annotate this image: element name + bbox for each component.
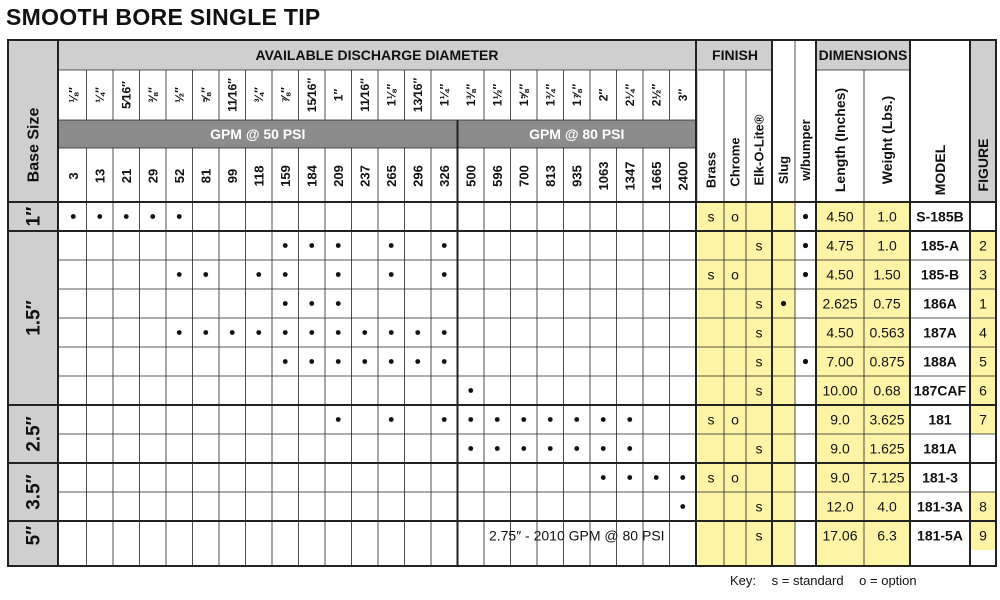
- diameter-label: ¼″: [92, 87, 107, 103]
- length-value: 9.0: [830, 440, 850, 457]
- availability-dot: [548, 417, 553, 422]
- length-value: 9.0: [830, 469, 850, 486]
- model-value: 185-B: [920, 266, 960, 283]
- diameter-label: 1½″: [490, 83, 505, 107]
- chrome-value: o: [731, 411, 739, 428]
- diameter-label: ⅞″: [278, 87, 293, 103]
- availability-dot: [627, 475, 632, 480]
- dimensions-header: DIMENSIONS: [818, 47, 908, 63]
- key-option: o = option: [859, 573, 917, 588]
- figure-value: 7: [979, 411, 987, 428]
- elk-o-lite-value: s: [755, 527, 763, 544]
- gpm-value: 813: [542, 165, 558, 187]
- bumper-dot: [803, 243, 808, 248]
- availability-dot: [97, 214, 102, 219]
- length-value: 4.75: [826, 237, 854, 254]
- model-value: 181-5A: [917, 527, 963, 544]
- base-size-label: 1″: [23, 206, 45, 227]
- elk-o-lite-value: s: [755, 324, 763, 341]
- model-value: 187A: [923, 324, 957, 341]
- gpm-value: 326: [436, 165, 452, 187]
- weight-value: 4.0: [877, 498, 897, 515]
- availability-dot: [680, 504, 685, 509]
- page-title: SMOOTH BORE SINGLE TIP: [6, 4, 321, 30]
- availability-dot: [495, 417, 500, 422]
- figure-value: 2: [979, 237, 987, 254]
- availability-dot: [230, 330, 235, 335]
- elk-o-lite-value: s: [755, 295, 763, 312]
- bumper-dot: [803, 272, 808, 277]
- length-value: 9.0: [830, 411, 850, 428]
- diameter-label: 1″: [331, 88, 346, 102]
- availability-dot: [495, 446, 500, 451]
- diameter-label: 5⁄16″: [119, 81, 134, 109]
- base-size-background: [8, 202, 58, 566]
- length-value: 2.625: [822, 295, 858, 312]
- availability-dot: [309, 359, 314, 364]
- availability-dot: [336, 417, 341, 422]
- bumper-dot: [803, 214, 808, 219]
- availability-dot: [548, 446, 553, 451]
- diameter-label: 1⅛″: [384, 83, 399, 107]
- availability-dot: [283, 243, 288, 248]
- length-value: 10.00: [822, 382, 858, 399]
- figure-value: 4: [979, 324, 987, 341]
- availability-dot: [389, 243, 394, 248]
- finish-header: FINISH: [712, 47, 758, 63]
- availability-dot: [362, 359, 367, 364]
- row-note: 2.75″ - 2010 GPM @ 80 PSI: [488, 527, 665, 544]
- chrome-header: Chrome: [727, 137, 743, 187]
- availability-dot: [442, 330, 447, 335]
- availability-dot: [336, 243, 341, 248]
- availability-dot: [177, 272, 182, 277]
- model-value: 181: [928, 411, 952, 428]
- availability-dot: [336, 359, 341, 364]
- model-value: 185-A: [920, 237, 960, 254]
- gpm-value: 237: [357, 165, 373, 187]
- availability-dot: [468, 417, 473, 422]
- figure-value: 5: [979, 353, 987, 370]
- availability-dot: [442, 243, 447, 248]
- availability-dot: [680, 475, 685, 480]
- weight-value: 1.50: [873, 266, 901, 283]
- gpm-value: 1347: [622, 161, 638, 191]
- gpm-value: 13: [92, 168, 108, 184]
- gpm-value: 52: [171, 168, 187, 184]
- key-legend: [730, 573, 929, 588]
- availability-dot: [468, 446, 473, 451]
- length-value: 7.00: [826, 353, 854, 370]
- gpm-value: 700: [516, 165, 532, 187]
- model-value: 186A: [923, 295, 957, 312]
- base-size-label: 2.5″: [23, 416, 45, 452]
- diameter-label: 2″: [596, 88, 611, 102]
- diameter-label: ⅛″: [66, 87, 81, 103]
- model-value: S-185B: [916, 208, 964, 225]
- chrome-value: o: [731, 469, 739, 486]
- bumper-dot: [803, 359, 808, 364]
- length-value: 12.0: [826, 498, 854, 515]
- availability-dot: [177, 330, 182, 335]
- weight-value: 0.75: [873, 295, 901, 312]
- slug-header: Slug: [776, 155, 791, 185]
- model-value: 181-3: [922, 469, 958, 486]
- availability-dot: [362, 330, 367, 335]
- weight-value: 0.68: [873, 382, 901, 399]
- elk-o-lite-value: s: [755, 498, 763, 515]
- gpm-value: 209: [330, 165, 346, 187]
- figure-header: FIGURE: [975, 138, 991, 192]
- availability-dot: [124, 214, 129, 219]
- dimension-subheader-background: [816, 70, 910, 202]
- diameter-label: 1⅞″: [569, 83, 584, 107]
- diameter-label: 1⅝″: [516, 83, 531, 107]
- gpm-value: 29: [145, 168, 161, 184]
- availability-dot: [468, 388, 473, 393]
- availability-dot: [203, 330, 208, 335]
- availability-dot: [71, 214, 76, 219]
- finish-body-background: [698, 202, 795, 566]
- model-value: 181-3A: [917, 498, 963, 515]
- length-value: 4.50: [826, 324, 854, 341]
- availability-dot: [574, 417, 579, 422]
- chrome-value: o: [731, 266, 739, 283]
- availability-dot: [283, 301, 288, 306]
- slug-dot: [781, 301, 786, 306]
- gpm-value: 2400: [675, 161, 691, 191]
- diameter-label: 1¾″: [543, 83, 558, 107]
- availability-dot: [601, 446, 606, 451]
- figure-value: 3: [979, 266, 987, 283]
- figure-value: 6: [979, 382, 987, 399]
- diameter-label: 1¼″: [437, 83, 452, 107]
- diameter-label: 1⅜″: [463, 83, 478, 107]
- gpm-value: 159: [277, 165, 293, 187]
- gpm-80-header: GPM @ 80 PSI: [529, 126, 625, 142]
- key-standard: s = standard: [771, 573, 844, 588]
- availability-dot: [336, 330, 341, 335]
- gpm-value: 81: [198, 168, 214, 184]
- elk-o-lite-value: s: [755, 440, 763, 457]
- availability-dot: [336, 301, 341, 306]
- chrome-value: o: [731, 208, 739, 225]
- weight-value: 0.563: [869, 324, 905, 341]
- availability-dot: [601, 475, 606, 480]
- availability-dot: [442, 272, 447, 277]
- availability-dot: [415, 330, 420, 335]
- availability-dot: [309, 301, 314, 306]
- weight-value: 1.0: [877, 208, 897, 225]
- elk-o-lite-value: s: [755, 237, 763, 254]
- gpm-value: 99: [224, 168, 240, 184]
- gpm-value: 1665: [648, 161, 664, 191]
- length-value: 17.06: [822, 527, 858, 544]
- availability-dot: [442, 359, 447, 364]
- diameter-label: 2¼″: [622, 83, 637, 107]
- key-label: Key:: [730, 573, 757, 588]
- gpm-50-header: GPM @ 50 PSI: [210, 126, 306, 142]
- length-value: 4.50: [826, 208, 854, 225]
- figure-value: 1: [979, 295, 987, 312]
- base-size-header: Base Size: [25, 107, 43, 183]
- model-header: MODEL: [932, 144, 948, 196]
- length-value: 4.50: [826, 266, 854, 283]
- availability-dot: [177, 214, 182, 219]
- availability-dot: [256, 272, 261, 277]
- available-diameter-header: AVAILABLE DISCHARGE DIAMETER: [255, 47, 499, 63]
- diameter-label: ⅝″: [198, 87, 213, 103]
- availability-dot: [389, 417, 394, 422]
- availability-dot: [256, 330, 261, 335]
- weight-header: Weight (Lbs.): [879, 95, 895, 185]
- gpm-value: 596: [489, 165, 505, 187]
- diameter-label: ½″: [172, 87, 187, 103]
- availability-dot: [336, 272, 341, 277]
- availability-dot: [627, 417, 632, 422]
- availability-dot: [150, 214, 155, 219]
- diameter-label: 11⁄16″: [225, 78, 240, 112]
- gpm-value: 21: [118, 168, 134, 184]
- diameter-label: 15⁄16″: [304, 77, 319, 113]
- availability-dot: [654, 475, 659, 480]
- diameter-label: 3″: [675, 88, 690, 102]
- availability-dot: [309, 243, 314, 248]
- gpm-value: 935: [569, 165, 585, 187]
- availability-dot: [521, 417, 526, 422]
- base-size-label: 1.5″: [23, 300, 45, 336]
- brass-value: s: [707, 208, 715, 225]
- gpm-value: 3: [65, 172, 81, 180]
- figure-value: 8: [979, 498, 987, 515]
- gpm-value: 118: [251, 165, 267, 187]
- availability-dot: [283, 359, 288, 364]
- length-header: Length (Inches): [832, 87, 848, 193]
- gpm-value: 296: [410, 165, 426, 187]
- weight-value: 1.0: [877, 237, 897, 254]
- elk-o-lite-value: s: [755, 382, 763, 399]
- bumper-header: w/bumper: [798, 119, 813, 181]
- availability-dot: [389, 359, 394, 364]
- brass-value: s: [707, 266, 715, 283]
- diameter-label: 13⁄16″: [410, 77, 425, 113]
- brass-header: Brass: [703, 151, 719, 189]
- gpm-value: 184: [304, 165, 320, 187]
- availability-dot: [309, 330, 314, 335]
- availability-dot: [283, 330, 288, 335]
- weight-value: 7.125: [869, 469, 905, 486]
- weight-value: 1.625: [869, 440, 905, 457]
- brass-value: s: [707, 411, 715, 428]
- weight-value: 3.625: [869, 411, 905, 428]
- availability-dot: [627, 446, 632, 451]
- model-value: 188A: [923, 353, 957, 370]
- elk-o-lite-value: s: [755, 353, 763, 370]
- base-size-label: 5″: [23, 525, 45, 546]
- availability-dot: [442, 417, 447, 422]
- availability-dot: [415, 359, 420, 364]
- brass-value: s: [707, 469, 715, 486]
- diameter-label: ¾″: [251, 87, 266, 103]
- availability-dot: [601, 417, 606, 422]
- gpm-value: 265: [383, 165, 399, 187]
- availability-dot: [283, 272, 288, 277]
- availability-dot: [389, 330, 394, 335]
- model-value: 181A: [923, 440, 957, 457]
- availability-dot: [389, 272, 394, 277]
- gpm-value: 500: [463, 165, 479, 187]
- availability-dot: [521, 446, 526, 451]
- availability-dot: [203, 272, 208, 277]
- diameter-label: 11⁄16″: [357, 78, 372, 112]
- weight-value: 6.3: [877, 527, 897, 544]
- figure-value: 9: [979, 527, 987, 544]
- gpm-value: 1063: [595, 161, 611, 191]
- elk-o-lite-header: Elk-O-Lite®: [751, 114, 767, 186]
- diameter-label: ⅜″: [145, 87, 160, 103]
- availability-dot: [574, 446, 579, 451]
- model-value: 187CAF: [913, 382, 967, 399]
- diameter-label: 2½″: [649, 83, 664, 107]
- base-size-label: 3.5″: [23, 474, 45, 510]
- weight-value: 0.875: [869, 353, 905, 370]
